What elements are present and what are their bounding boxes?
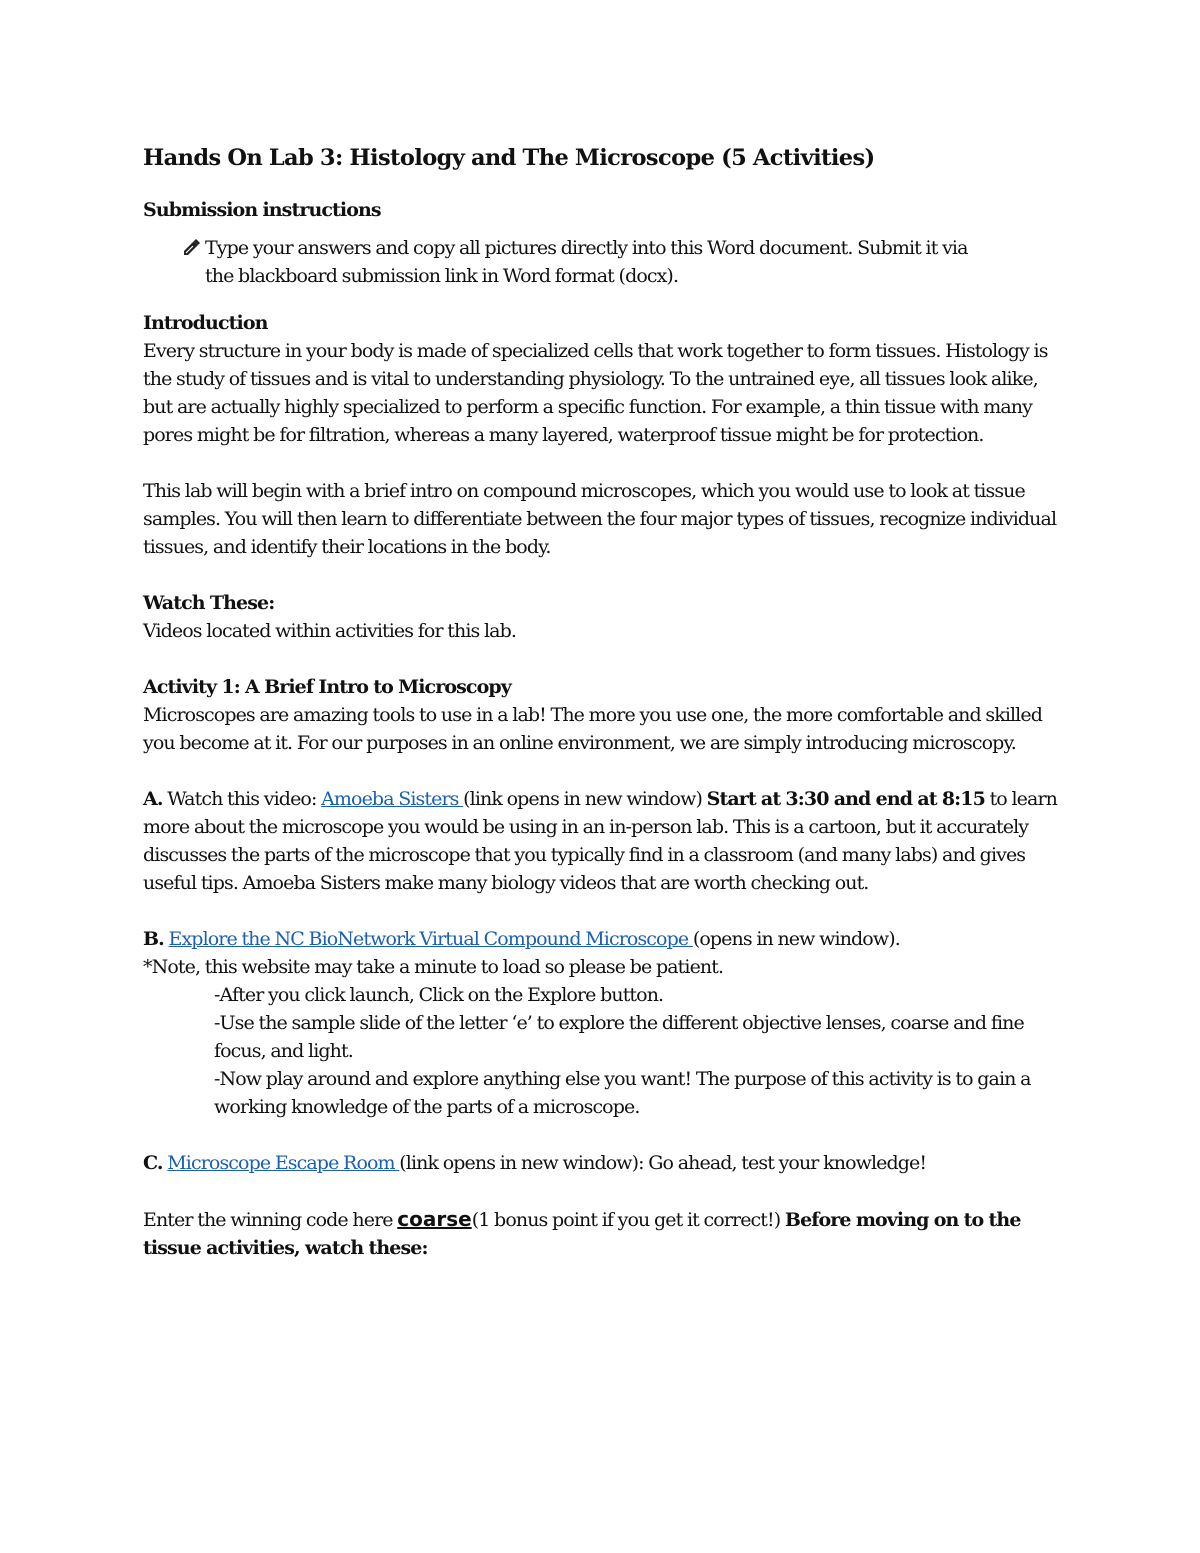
submission-text-line2: the blackboard submission link in Word format (docx). <box>205 265 679 287</box>
part-c-link-note: (link opens in new window): Go ahead, test your knowledge! <box>399 1152 927 1174</box>
escape-room-link[interactable]: Microscope Escape Room <box>167 1152 400 1174</box>
part-c-label: C. <box>143 1152 163 1174</box>
part-a-link-note: (link opens in new window) <box>463 788 707 810</box>
watch-text: Videos located within activities for this lab. <box>143 620 517 642</box>
tissue-activities-instruction: Before moving on to the tissue activities, watch these: <box>143 1209 1021 1259</box>
part-a-label: A. <box>143 788 163 810</box>
part-b-note: *Note, this website may take a minute to load so please be patient. <box>143 956 724 978</box>
introduction-heading: Introduction <box>143 312 268 334</box>
introduction-section <box>143 309 1063 561</box>
submission-heading: Submission instructions <box>143 199 381 221</box>
activity-1-part-c <box>143 1149 1063 1177</box>
watch-heading: Watch These: <box>143 592 275 614</box>
part-a-time-range: Start at 3:30 and end at 8:15 <box>706 788 985 810</box>
activity-1-section <box>143 673 1063 1262</box>
page-title: Hands On Lab 3: Histology and The Microscope (5 Activities) <box>143 145 875 171</box>
activity-1-part-b <box>143 925 1063 953</box>
activity-1-heading: Activity 1: A Brief Intro to Microscopy <box>143 676 511 698</box>
introduction-paragraph-2: This lab will begin with a brief intro on compound microscopes, which you would use to look at tissue samples. You will then learn to differentiate between the four major types of tissues, recognize individual tissues, and identify their locations in the body. <box>143 480 1057 558</box>
document-body <box>143 138 1063 1262</box>
part-b-step-1: -After you click launch, Click on the Explore button. <box>214 984 664 1006</box>
bonus-point-note: (1 bonus point if you get it correct!) <box>471 1209 785 1231</box>
amoeba-sisters-link[interactable]: Amoeba Sisters <box>321 788 464 810</box>
part-a-description: to learn more about the microscope you would be using in an in-person lab. This is a cartoon, but it accurately discusses the parts of the microscope that you typically find in a classroom (and many labs) and gives useful tips. Amoeba Sisters make many biology videos that are worth checking out. <box>143 788 1057 894</box>
watch-section <box>143 589 1063 645</box>
winning-code-paragraph <box>143 1205 1063 1262</box>
introduction-paragraph-1: Every structure in your body is made of specialized cells that work together to form tissues. Histology is the study of tissues and is vital to understanding physiology. To the untrained eye, all tissues look alike, but are actually highly specialized to perform a specific function. For example, a thin tissue with many pores might be for filtration, whereas a many layered, waterproof tissue might be for protection. <box>143 340 1048 446</box>
submission-text-line1: Type your answers and copy all pictures directly into this Word document. Submit it via <box>205 237 968 259</box>
virtual-microscope-link[interactable]: Explore the NC BioNetwork Virtual Compound Microscope <box>168 928 693 950</box>
part-b-step-3: -Now play around and explore anything else you want! The purpose of this activity is to gain a working knowledge of the parts of a microscope. <box>214 1068 1031 1118</box>
pencil-icon <box>183 239 200 256</box>
winning-code-prompt: Enter the winning code here <box>143 1209 398 1231</box>
part-b-link-note: (opens in new window). <box>692 928 900 950</box>
activity-1-part-a <box>143 785 1063 897</box>
part-b-label: B. <box>143 928 164 950</box>
winning-code-answer: coarse <box>397 1207 472 1231</box>
activity-1-intro: Microscopes are amazing tools to use in a lab! The more you use one, the more comfortable and skilled you become at it. For our purposes in an online environment, we are simply introducing microscopy. <box>143 704 1042 754</box>
part-a-pre-text: Watch this video: <box>162 788 322 810</box>
submission-bullet <box>143 234 1065 290</box>
part-b-step-2: -Use the sample slide of the letter ‘e’ to explore the different objective lenses, coarse and fine focus, and light. <box>214 1012 1024 1062</box>
